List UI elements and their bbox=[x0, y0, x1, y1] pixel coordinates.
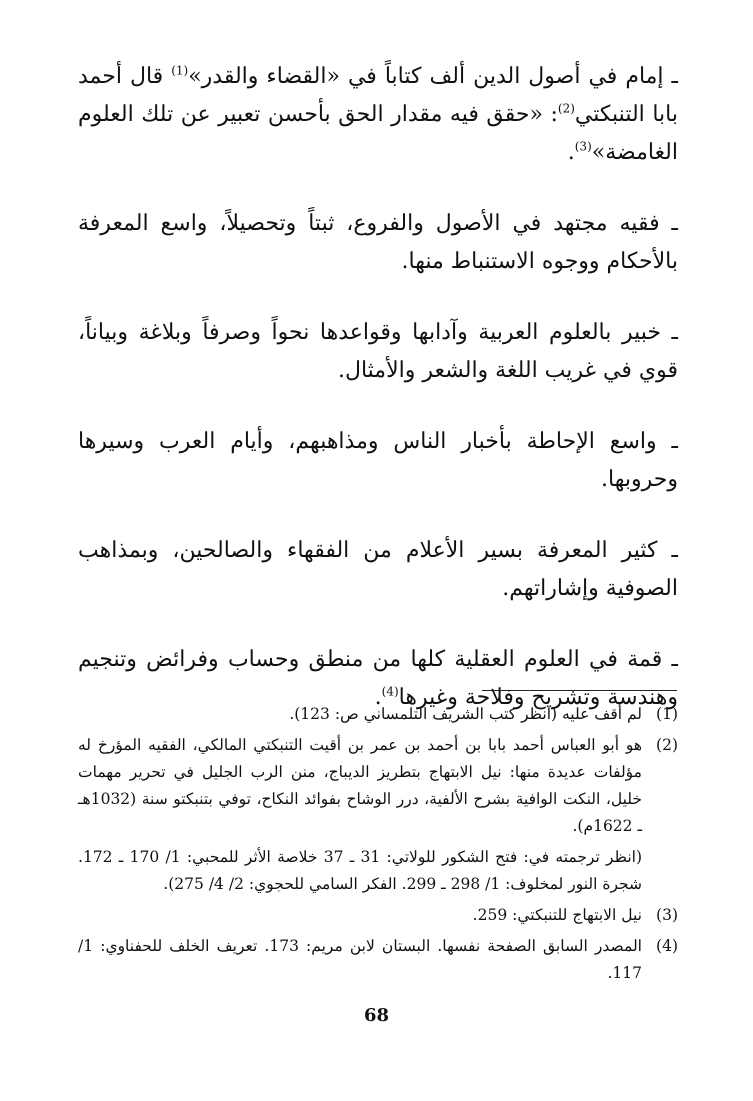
footnote-text: نيل الابتهاج للتنبكتي: 259. bbox=[472, 906, 642, 924]
footnote-number: (4) bbox=[656, 937, 678, 955]
paragraph-1-text-b: قال أحمد بابا التنبكتي bbox=[78, 64, 678, 127]
paragraph-6-end: . bbox=[374, 685, 382, 710]
footnote-number: (3) bbox=[656, 906, 678, 924]
footnotes bbox=[78, 701, 678, 991]
footnote-ref-1[interactable]: (1) bbox=[171, 63, 189, 78]
footnote-3 bbox=[78, 902, 678, 929]
paragraph-5: ـ كثير المعرفة بسير الأعلام من الفقهاء والصالحين، وبمذاهب الصوفية وإشاراتهم. bbox=[78, 538, 678, 601]
footnote-body bbox=[78, 732, 642, 898]
footnote-2 bbox=[78, 732, 678, 898]
footnote-number: (2) bbox=[656, 736, 678, 754]
footnote-ref-3[interactable]: (3) bbox=[574, 139, 592, 154]
footnote-number: (1) bbox=[656, 705, 678, 723]
paragraph-6-text: ـ قمة في العلوم العقلية كلها من منطق وحساب وفرائض وتنجيم وهندسة وتشريح وفلاحة وغيرها bbox=[78, 647, 678, 710]
main-text bbox=[78, 58, 678, 750]
page-number: 68 bbox=[363, 1005, 390, 1026]
footnote-separator bbox=[482, 690, 677, 691]
footnote-1 bbox=[78, 701, 678, 728]
footnote-text: لم أقف عليه (انظر كتب الشريف التلمساني ص: 123). bbox=[289, 705, 642, 723]
paragraph-4: ـ واسع الإحاطة بأخبار الناس ومذاهبهم، وأيام العرب وسيرها وحروبها. bbox=[78, 429, 678, 492]
paragraph-1-text-a: ـ إمام في أصول الدين ألف كتاباً في «القضاء والقدر» bbox=[188, 64, 678, 89]
paragraph-1-end: . bbox=[567, 140, 575, 165]
paragraph-3: ـ خبير بالعلوم العربية وآدابها وقواعدها نحواً وصرفاً وبلاغة وبياناً، قوي في غريب اللغة والشعر والأمثال. bbox=[78, 320, 678, 383]
footnote-ref-4[interactable]: (4) bbox=[381, 684, 399, 699]
paragraph-2: ـ فقيه مجتهد في الأصول والفروع، ثبتاً وتحصيلاً، واسع المعرفة بالأحكام ووجوه الاستنباط منها. bbox=[78, 211, 678, 274]
paragraph-1 bbox=[78, 58, 678, 172]
paragraph-1-text-c: : «حقق فيه مقدار الحق بأحسن تعبير عن تلك العلوم الغامضة» bbox=[78, 102, 678, 165]
footnote-4 bbox=[78, 933, 678, 987]
footnote-text: هو أبو العباس أحمد بابا بن أحمد بن عمر بن أقيت التنبكتي المالكي، الفقيه المؤرخ له مؤلفات عديدة منها: نيل الابتهاج بتطريز الديباج، منن الرب الجليل في تحرير مهمات خليل، النكت الوافية بشرح الألفية، درر الوشاح بفوائد النكاح، توفي بتنبكتو سنة (1032هـ ـ 1622م). bbox=[78, 736, 642, 835]
footnote-ref-2[interactable]: (2) bbox=[557, 101, 575, 116]
footnote-text: المصدر السابق الصفحة نفسها. البستان لابن مريم: 173. تعريف الخلف للحفناوي: 1/ 117. bbox=[78, 937, 642, 982]
footnote-subtext: (انظر ترجمته في: فتح الشكور للولاتي: 31 ـ 37 خلاصة الأثر للمحبي: 1/ 170 ـ 172. شجرة النور لمخلوف: 1/ 298 ـ 299. الفكر السامي للحجوي: 2/ 4/ 275). bbox=[78, 848, 642, 893]
